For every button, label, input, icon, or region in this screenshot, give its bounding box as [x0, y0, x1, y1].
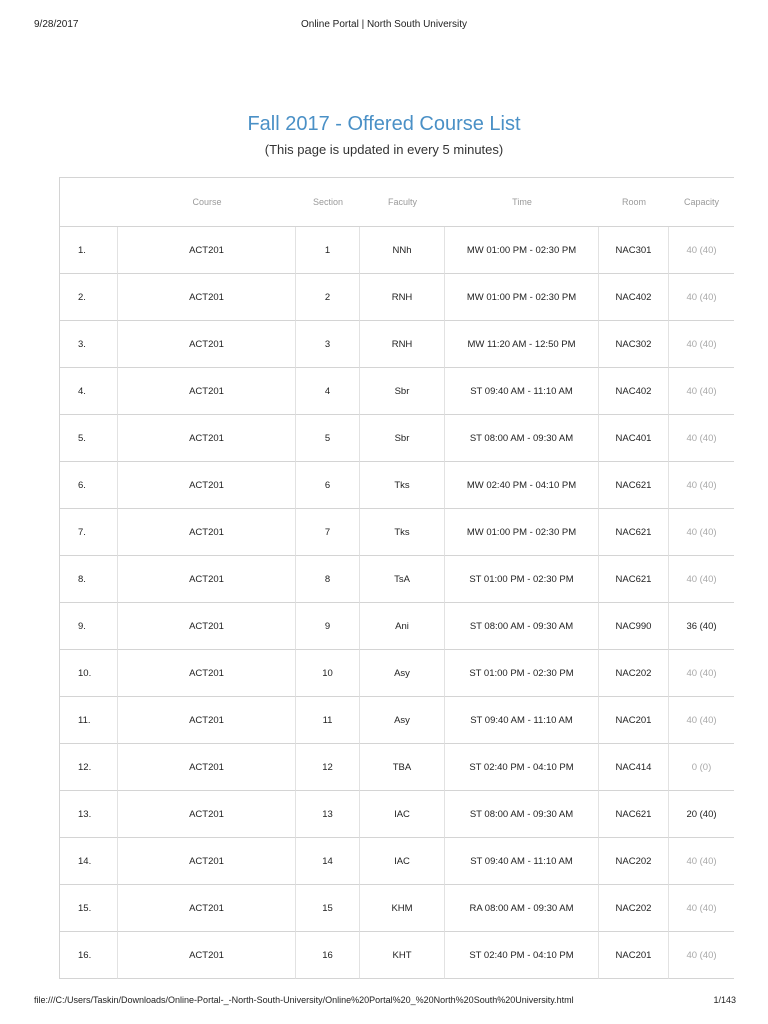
- table-row: [60, 415, 734, 462]
- cell-room: NAC621: [599, 462, 669, 509]
- page-title: Fall 2017 - Offered Course List: [247, 113, 521, 136]
- cell-time: ST 09:40 AM - 11:10 AM: [445, 838, 599, 885]
- table-row: [60, 462, 734, 509]
- cell-course: ACT201: [118, 932, 296, 979]
- cell-row-number: 12.: [60, 744, 118, 791]
- table-row: [60, 227, 734, 274]
- cell-section: 15: [296, 885, 360, 932]
- cell-time: ST 01:00 PM - 02:30 PM: [445, 650, 599, 697]
- table-row: [60, 838, 734, 885]
- cell-course: ACT201: [118, 462, 296, 509]
- cell-section: 2: [296, 274, 360, 321]
- column-header-row-number: [60, 178, 118, 227]
- cell-faculty: Sbr: [360, 415, 445, 462]
- cell-faculty: Asy: [360, 697, 445, 744]
- cell-room: NAC202: [599, 838, 669, 885]
- cell-section: 12: [296, 744, 360, 791]
- cell-room: NAC202: [599, 885, 669, 932]
- cell-course: ACT201: [118, 838, 296, 885]
- table-row: [60, 932, 734, 979]
- cell-course: ACT201: [118, 556, 296, 603]
- table-row: [60, 556, 734, 603]
- cell-course: ACT201: [118, 227, 296, 274]
- cell-room: NAC201: [599, 932, 669, 979]
- cell-row-number: 8.: [60, 556, 118, 603]
- cell-capacity: 0 (0): [669, 744, 734, 791]
- cell-capacity: 40 (40): [669, 227, 734, 274]
- cell-faculty: RNH: [360, 321, 445, 368]
- cell-faculty: Tks: [360, 462, 445, 509]
- cell-capacity: 40 (40): [669, 462, 734, 509]
- cell-row-number: 3.: [60, 321, 118, 368]
- cell-capacity: 40 (40): [669, 509, 734, 556]
- table-row: [60, 321, 734, 368]
- cell-time: ST 02:40 PM - 04:10 PM: [445, 932, 599, 979]
- cell-capacity: 40 (40): [669, 556, 734, 603]
- column-header-time: Time: [445, 178, 599, 227]
- column-header-course: Course: [118, 178, 296, 227]
- cell-time: ST 09:40 AM - 11:10 AM: [445, 697, 599, 744]
- cell-faculty: Tks: [360, 509, 445, 556]
- cell-section: 16: [296, 932, 360, 979]
- table-row: [60, 603, 734, 650]
- cell-course: ACT201: [118, 368, 296, 415]
- cell-room: NAC301: [599, 227, 669, 274]
- cell-row-number: 10.: [60, 650, 118, 697]
- table-row: [60, 368, 734, 415]
- cell-course: ACT201: [118, 744, 296, 791]
- cell-course: ACT201: [118, 791, 296, 838]
- cell-section: 3: [296, 321, 360, 368]
- cell-section: 14: [296, 838, 360, 885]
- cell-section: 6: [296, 462, 360, 509]
- cell-row-number: 7.: [60, 509, 118, 556]
- cell-room: NAC990: [599, 603, 669, 650]
- cell-row-number: 6.: [60, 462, 118, 509]
- table-row: [60, 885, 734, 932]
- cell-time: RA 08:00 AM - 09:30 AM: [445, 885, 599, 932]
- cell-section: 1: [296, 227, 360, 274]
- cell-time: MW 02:40 PM - 04:10 PM: [445, 462, 599, 509]
- cell-row-number: 11.: [60, 697, 118, 744]
- cell-course: ACT201: [118, 415, 296, 462]
- cell-course: ACT201: [118, 603, 296, 650]
- cell-room: NAC621: [599, 791, 669, 838]
- cell-time: MW 01:00 PM - 02:30 PM: [445, 509, 599, 556]
- cell-section: 5: [296, 415, 360, 462]
- cell-row-number: 14.: [60, 838, 118, 885]
- cell-course: ACT201: [118, 650, 296, 697]
- cell-section: 9: [296, 603, 360, 650]
- cell-capacity: 20 (40): [669, 791, 734, 838]
- print-file-path: file:///C:/Users/Taskin/Downloads/Online-Portal-_-North-South-University/Online%20Portal%20_%20North%20South%20University.html: [34, 995, 574, 1005]
- column-header-faculty: Faculty: [360, 178, 445, 227]
- cell-faculty: NNh: [360, 227, 445, 274]
- cell-time: MW 01:00 PM - 02:30 PM: [445, 227, 599, 274]
- cell-faculty: KHM: [360, 885, 445, 932]
- cell-course: ACT201: [118, 885, 296, 932]
- column-header-capacity: Capacity: [669, 178, 734, 227]
- cell-time: MW 11:20 AM - 12:50 PM: [445, 321, 599, 368]
- print-page-counter: 1/143: [713, 995, 736, 1005]
- cell-room: NAC621: [599, 509, 669, 556]
- table-header-row: [60, 178, 734, 227]
- cell-course: ACT201: [118, 274, 296, 321]
- cell-faculty: Asy: [360, 650, 445, 697]
- cell-row-number: 4.: [60, 368, 118, 415]
- cell-capacity: 40 (40): [669, 932, 734, 979]
- cell-time: ST 09:40 AM - 11:10 AM: [445, 368, 599, 415]
- cell-room: NAC302: [599, 321, 669, 368]
- cell-time: ST 01:00 PM - 02:30 PM: [445, 556, 599, 603]
- table-row: [60, 509, 734, 556]
- table-row: [60, 274, 734, 321]
- cell-row-number: 16.: [60, 932, 118, 979]
- cell-capacity: 40 (40): [669, 697, 734, 744]
- cell-faculty: Sbr: [360, 368, 445, 415]
- cell-section: 7: [296, 509, 360, 556]
- cell-faculty: RNH: [360, 274, 445, 321]
- cell-capacity: 40 (40): [669, 274, 734, 321]
- cell-faculty: IAC: [360, 838, 445, 885]
- cell-row-number: 13.: [60, 791, 118, 838]
- cell-room: NAC402: [599, 368, 669, 415]
- cell-course: ACT201: [118, 509, 296, 556]
- cell-capacity: 40 (40): [669, 321, 734, 368]
- cell-row-number: 15.: [60, 885, 118, 932]
- cell-capacity: 40 (40): [669, 415, 734, 462]
- cell-faculty: TsA: [360, 556, 445, 603]
- print-page-title: Online Portal | North South University: [300, 19, 467, 30]
- cell-room: NAC414: [599, 744, 669, 791]
- column-header-room: Room: [599, 178, 669, 227]
- cell-faculty: Ani: [360, 603, 445, 650]
- table-row: [60, 697, 734, 744]
- cell-course: ACT201: [118, 697, 296, 744]
- cell-row-number: 1.: [60, 227, 118, 274]
- cell-faculty: TBA: [360, 744, 445, 791]
- cell-row-number: 2.: [60, 274, 118, 321]
- cell-time: MW 01:00 PM - 02:30 PM: [445, 274, 599, 321]
- cell-faculty: IAC: [360, 791, 445, 838]
- cell-room: NAC402: [599, 274, 669, 321]
- course-table: [60, 178, 734, 979]
- table-row: [60, 744, 734, 791]
- cell-section: 10: [296, 650, 360, 697]
- cell-section: 4: [296, 368, 360, 415]
- cell-capacity: 40 (40): [669, 838, 734, 885]
- page-subtitle: (This page is updated in every 5 minutes): [264, 142, 504, 157]
- cell-capacity: 40 (40): [669, 650, 734, 697]
- cell-faculty: KHT: [360, 932, 445, 979]
- cell-room: NAC202: [599, 650, 669, 697]
- cell-section: 11: [296, 697, 360, 744]
- print-date: 9/28/2017: [34, 19, 79, 30]
- table-row: [60, 650, 734, 697]
- cell-room: NAC201: [599, 697, 669, 744]
- cell-row-number: 9.: [60, 603, 118, 650]
- cell-capacity: 40 (40): [669, 368, 734, 415]
- cell-time: ST 08:00 AM - 09:30 AM: [445, 791, 599, 838]
- cell-room: NAC401: [599, 415, 669, 462]
- cell-capacity: 36 (40): [669, 603, 734, 650]
- cell-section: 8: [296, 556, 360, 603]
- cell-capacity: 40 (40): [669, 885, 734, 932]
- column-header-section: Section: [296, 178, 360, 227]
- table-body: [60, 227, 734, 979]
- cell-course: ACT201: [118, 321, 296, 368]
- course-table-container: [59, 177, 734, 979]
- cell-time: ST 08:00 AM - 09:30 AM: [445, 415, 599, 462]
- cell-time: ST 02:40 PM - 04:10 PM: [445, 744, 599, 791]
- cell-row-number: 5.: [60, 415, 118, 462]
- table-row: [60, 791, 734, 838]
- cell-room: NAC621: [599, 556, 669, 603]
- cell-time: ST 08:00 AM - 09:30 AM: [445, 603, 599, 650]
- cell-section: 13: [296, 791, 360, 838]
